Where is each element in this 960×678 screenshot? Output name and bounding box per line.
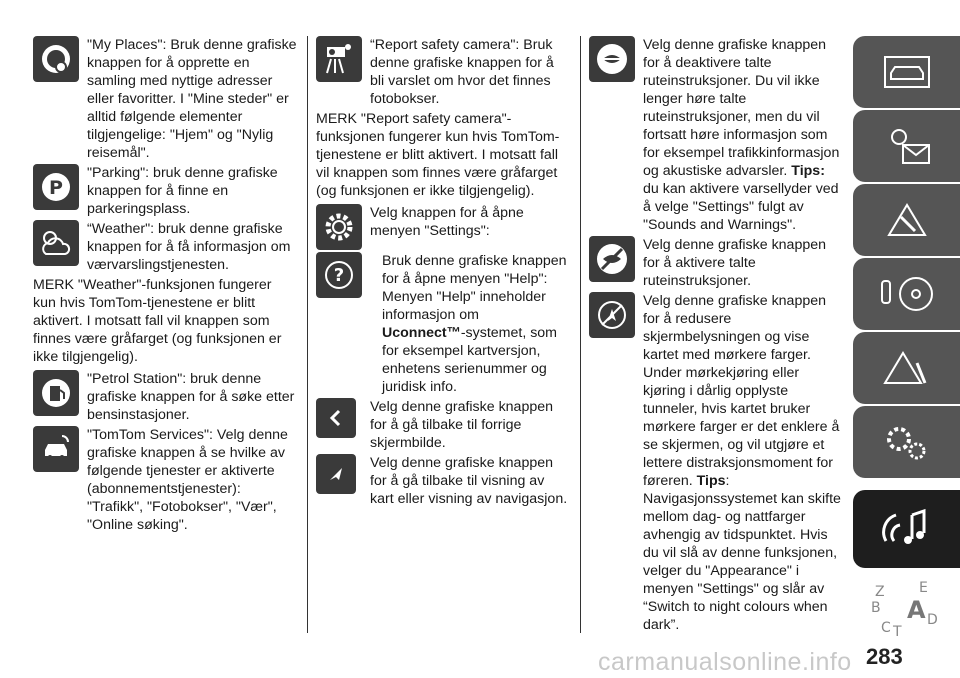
my-places-text: "My Places": Bruk denne grafiske knappen for å opprette en samling med nyttige adresser eller favoritter. I "Mine steder" er alltid følgende elementer tilgjengelige: "Hjem" og "Nylig reisemål". [87,37,297,161]
services-text: "TomTom Services": Velg denne grafiske knappen å se hvilke av følgende tjenester er aktiverte (abonnementstjenester): "Trafikk", "Fotobokser", "Vær", "Online søking". [87,427,288,533]
petrol-text: "Petrol Station": bruk denne grafiske knappen for å søke etter bensinstasjoner. [87,371,295,423]
settings-gear-icon [316,204,362,250]
multimedia-icon [872,501,942,557]
entry-back [316,398,571,452]
svg-text:P: P [49,177,63,199]
index-letter-a: A [906,596,926,624]
road-emergency-icon [877,343,937,393]
night-mode-tip-label: Tips [696,473,726,489]
steering-start-icon [872,269,942,319]
entry-petrol [33,370,298,424]
parking-icon [33,164,79,210]
my-places-icon [33,36,79,82]
parking-text: "Parking": bruk denne grafiske knappen for å finne en parkeringsplass. [87,165,278,217]
mute-voice-main: Velg denne grafiske knappen for å deaktivere talte ruteinstruksjoner. Du vil ikke lenger høre talte ruteinstruksjoner, men du vil fortsatt høre informasjon som for eksempel trafikkinformasjon og akustiske advarsler. [643,37,840,179]
index-letter-b: B [870,600,881,616]
side-tab-emergency[interactable] [853,332,960,404]
gears-maintenance-icon [877,417,937,467]
entry-weather [33,220,298,274]
column-3 [589,36,841,636]
unmute-voice-icon [589,236,635,282]
column-1 [33,36,298,536]
side-tab-safety[interactable] [853,184,960,256]
night-mode-icon [589,292,635,338]
index-letter-c: C [880,620,891,636]
index-letter-d: D [926,612,938,628]
night-mode-tip-text: : Navigasjonssystemet kan skifte mellom dag- og nattfarger avhengig av tidspunktet. Hvis du vil slå av denne funksjonen, velger du "Appearance" i menyen "Settings" og slår av “Switch to night colours when dark”. [643,473,841,633]
index-letter-z: Z [874,584,885,600]
column-divider-2 [580,36,581,633]
entry-my-places [33,36,298,162]
mute-tip-label: Tips: [791,163,825,179]
night-mode-text [589,292,841,634]
entry-night-mode [589,292,841,634]
back-arrow-icon [316,398,356,438]
side-tab-car[interactable] [853,36,960,108]
index-letter-e: E [918,580,928,596]
watermark: carmanualsonline.info [598,648,852,676]
tomtom-services-icon [33,426,79,472]
side-tab-starting-driving[interactable] [853,258,960,330]
unmute-voice-text: Velg denne grafiske knappen for å aktivere talte ruteinstruksjoner. [643,237,827,289]
safety-camera-icon [316,36,362,82]
entry-unmute-voice [589,236,841,290]
entry-map-view [316,454,571,508]
seatbelt-safety-icon [877,195,937,245]
weather-icon [33,220,79,266]
weather-text: “Weather": bruk denne grafiske knappen for å få informasjon om værvarslingstjenesten. [87,221,291,273]
map-view-arrow-icon [316,454,356,494]
petrol-station-icon [33,370,79,416]
map-view-text: Velg denne grafiske knappen for å gå tilbake til visning av kart eller visning av navigasjon. [370,455,568,507]
night-mode-main: Velg denne grafiske knappen for å redusere skjermbelysningen og vise kartet med mørkere farger. Under mørkekjøring eller kjøring i dårlig opplyste tunneler, hvis kartet bruker mørkere farger er det enklere å se skjermen, og vil utgjøre et lettere distraksjonsmoment for føreren. [643,293,840,489]
help-brand: Uconnect™ [382,325,461,341]
svg-text:?: ? [333,265,345,286]
column-divider-1 [307,36,308,633]
entry-help [316,252,571,396]
side-tab-multimedia[interactable] [853,490,960,568]
page-number: 283 [866,644,903,669]
column-2 [316,36,571,510]
help-icon [316,252,362,298]
weather-note: MERK "Weather"-funksjonen fungerer kun hvis TomTom-tjenestene er blitt aktivert. I motsatt fall vil knappen som finnes være gråfarget (og funksjonen er ikke tilgjengelig). [33,277,282,365]
side-tab-maintenance[interactable] [853,406,960,478]
entry-mute-voice [589,36,841,234]
index-letters-icon [867,578,947,638]
mute-voice-icon [589,36,635,82]
side-tab-index[interactable] [853,572,960,644]
car-dashboard-icon [877,49,937,95]
warning-lights-icon [877,121,937,171]
entry-services [33,426,298,534]
mute-tip-text: du kan aktivere varsellyder ved å velge "Settings" fulgt av "Sounds and Warnings". [643,181,839,233]
settings-text: Velg knappen for å åpne menyen "Settings": [370,205,524,239]
side-tab-warning-lights[interactable] [853,110,960,182]
entry-settings [316,204,571,250]
safety-camera-note: MERK "Report safety camera"-funksjonen fungerer kun hvis TomTom-tjenestene er blitt aktivert. I motsatt fall vil knappen som finnes være gråfarget (og funksjonen er ikke tilgjengelig). [316,111,560,199]
entry-safety-camera [316,36,571,108]
help-text-pre: Bruk denne grafiske knappen for å åpne menyen "Help": Menyen "Help" inneholder informasjon om [382,253,567,323]
safety-camera-text: “Report safety camera": Bruk denne grafiske knappen for å bli varslet om hvor det finnes fotobokser. [370,37,554,107]
help-text-post: -systemet, som for eksempel kartversjon, enhetens serienummer og juridisk info. [382,325,558,395]
index-letter-t: T [892,624,902,638]
entry-parking [33,164,298,218]
back-text: Velg denne grafiske knappen for å gå tilbake til forrige skjermbilde. [370,399,554,451]
